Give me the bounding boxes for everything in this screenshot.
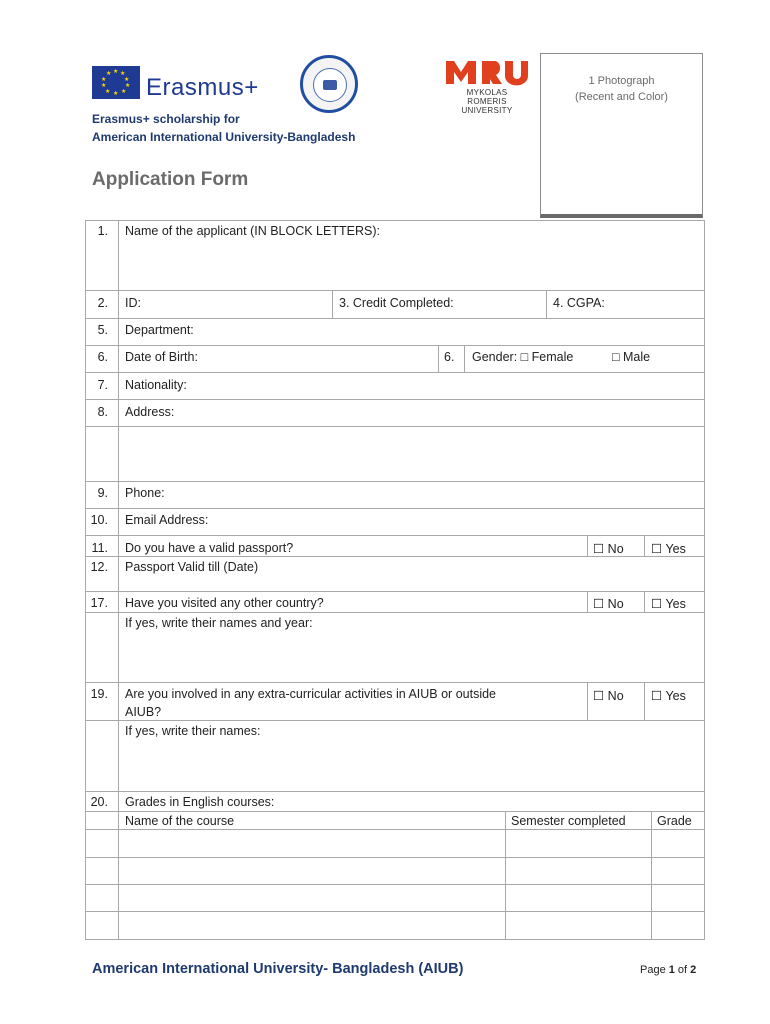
credit-completed-label: 3. Credit Completed: [339,296,454,310]
photo-box[interactable] [540,53,703,218]
department-field[interactable] [210,319,703,344]
id-field[interactable] [145,291,331,317]
phone-label: Phone: [125,486,165,500]
department-label: Department: [125,323,194,337]
nationality-field[interactable] [200,373,703,398]
cgpa-field[interactable] [612,291,703,317]
q5-number: 5. [97,323,108,337]
applicant-name-field[interactable] [119,240,704,290]
extracurricular-field[interactable] [119,740,704,790]
applicant-name-label: Name of the applicant (IN BLOCK LETTERS): [125,224,380,238]
aiub-seal-icon [300,55,358,113]
passport-valid-label: Passport Valid till (Date) [125,560,259,574]
eu-flag-icon: ★ ★ ★ ★ ★ ★ ★ ★ ★ ★ [92,66,140,99]
grade-cell[interactable] [652,912,703,938]
page-prefix: Page [640,964,669,976]
extracurricular-no-checkbox[interactable]: ☐ No [593,689,624,703]
q2-number: 2. [97,296,108,310]
q6b-number: 6. [444,350,455,364]
dob-field[interactable] [212,346,437,371]
page-number: 1 [668,964,675,976]
semester-cell[interactable] [506,885,650,910]
gender-female-option[interactable]: Gender: □ Female [472,350,574,364]
email-field[interactable] [222,509,703,534]
extracurricular-yes-checkbox[interactable]: ☐ Yes [651,689,686,703]
semester-cell[interactable] [506,912,650,938]
grade-header: Grade [657,814,692,828]
visited-countries-field[interactable] [119,632,704,681]
mru-logo-icon [446,58,528,86]
photo-label-line2: (Recent and Color) [575,91,668,103]
extracurricular-label-line1: Are you involved in any extra-curricular activities in AIUB or outside [125,687,496,701]
q8-number: 8. [97,405,108,419]
passport-no-checkbox[interactable]: ☐ No [593,542,624,556]
course-name-cell[interactable] [119,885,504,910]
semester-completed-header: Semester completed [511,814,626,828]
passport-yes-checkbox[interactable]: ☐ Yes [651,542,686,556]
footer-university: American International University- Bangladesh (AIUB) [92,961,464,977]
visited-country-label: Have you visited any other country? [125,596,324,610]
semester-cell[interactable] [506,858,650,883]
credit-completed-field[interactable] [470,291,545,317]
subtitle-line2: American International University-Bangladesh [92,130,356,144]
course-name-cell[interactable] [119,830,504,856]
address-label: Address: [125,405,175,419]
grade-cell[interactable] [652,830,703,856]
q7-number: 7. [97,378,108,392]
passport-question-label: Do you have a valid passport? [125,541,294,555]
extracurricular-label-line2: AIUB? [125,705,162,719]
course-name-header: Name of the course [125,814,235,828]
english-grades-label: Grades in English courses: [125,795,275,809]
q17-number: 17. [90,596,108,610]
q6-number: 6. [97,350,108,364]
photo-label-line1: 1 Photograph [588,75,655,87]
visited-yes-checkbox[interactable]: ☐ Yes [651,597,686,611]
gender-male-option[interactable]: □ Male [612,350,651,364]
grade-cell[interactable] [652,858,703,883]
address-field[interactable] [119,427,704,480]
cgpa-label: 4. CGPA: [553,296,605,310]
page-of: of [674,964,691,976]
q10-number: 10. [90,513,108,527]
mru-logo-text: MYKOLAS ROMERIS UNIVERSITY [461,88,513,115]
id-label: ID: [125,296,141,310]
q20-number: 20. [90,795,108,809]
extracurricular-sublabel: If yes, write their names: [125,724,261,738]
q11-number: 11. [91,541,108,555]
dob-label: Date of Birth: [125,350,198,364]
page-indicator [640,964,696,976]
email-label: Email Address: [125,513,209,527]
nationality-label: Nationality: [125,378,187,392]
q12-number: 12. [90,560,108,574]
visited-countries-sublabel: If yes, write their names and year: [125,616,313,630]
visited-no-checkbox[interactable]: ☐ No [593,597,624,611]
q9-number: 9. [97,486,108,500]
page-title: Application Form [92,169,249,190]
q1-number: 1. [97,224,108,238]
q19-number: 19. [90,687,108,701]
passport-valid-field[interactable] [290,557,703,590]
grade-cell[interactable] [652,885,703,910]
erasmus-logo-text: Erasmus+ [146,74,259,101]
page-total: 2 [690,964,697,976]
subtitle-line1: Erasmus+ scholarship for [92,112,240,126]
phone-field[interactable] [175,482,703,507]
course-name-cell[interactable] [119,912,504,938]
semester-cell[interactable] [506,830,650,856]
course-name-cell[interactable] [119,858,504,883]
